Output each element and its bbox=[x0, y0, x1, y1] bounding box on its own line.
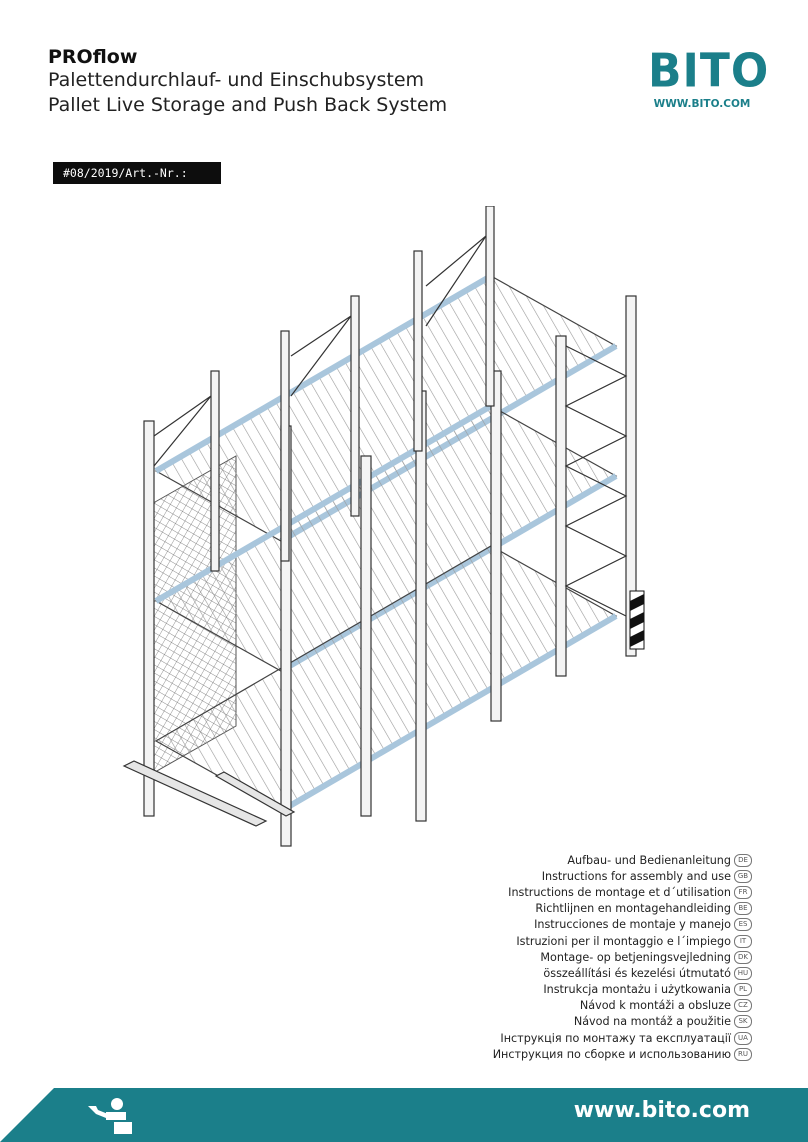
language-text: összeállítási és kezelési útmutató bbox=[543, 966, 731, 980]
language-row bbox=[412, 884, 752, 900]
language-row bbox=[412, 917, 752, 933]
footer-url[interactable]: www.bito.com bbox=[573, 1098, 750, 1123]
logo-url: WWW.BITO.COM bbox=[653, 98, 751, 110]
title-block bbox=[48, 46, 447, 118]
language-text: Instrucciones de montaje y manejo bbox=[534, 918, 731, 932]
language-code-badge: DK bbox=[734, 951, 752, 964]
language-row bbox=[412, 868, 752, 884]
language-code-badge: DE bbox=[734, 854, 752, 867]
language-row bbox=[412, 852, 752, 868]
language-row bbox=[412, 965, 752, 981]
language-text: Instrukcja montażu i użytkowania bbox=[543, 983, 731, 997]
language-code-badge: GB bbox=[734, 870, 752, 883]
language-code-badge: PL bbox=[734, 983, 752, 996]
language-row bbox=[412, 998, 752, 1014]
rack-illustration bbox=[116, 206, 656, 856]
language-code-badge: SK bbox=[734, 1015, 752, 1028]
language-text: Istruzioni per il montaggio e l´impiego bbox=[516, 934, 731, 948]
language-text: Инструкция по сборке и использованию bbox=[492, 1047, 731, 1061]
document-number: #08/2019/Art.-Nr.: 39035 bbox=[53, 162, 221, 184]
language-text: Інструкція по монтажу та експлуатації bbox=[500, 1031, 731, 1045]
language-row bbox=[412, 901, 752, 917]
language-code-badge: UA bbox=[734, 1032, 752, 1045]
language-code-badge: ES bbox=[734, 918, 752, 931]
language-row bbox=[412, 1046, 752, 1062]
bito-logo bbox=[648, 44, 770, 110]
language-code-badge: FR bbox=[734, 886, 752, 899]
language-row bbox=[412, 1014, 752, 1030]
language-text: Instructions de montage et d´utilisation bbox=[508, 885, 731, 899]
language-text: Montage- op betjeningsvejledning bbox=[540, 950, 731, 964]
language-text: Aufbau- und Bedienanleitung bbox=[567, 853, 731, 867]
language-list bbox=[412, 852, 752, 1062]
language-row bbox=[412, 933, 752, 949]
language-row bbox=[412, 949, 752, 965]
language-text: Richtlijnen en montagehandleiding bbox=[535, 902, 731, 916]
subtitle-en: Pallet Live Storage and Push Back System bbox=[48, 94, 448, 116]
assembly-worker-icon bbox=[86, 1096, 138, 1136]
subtitle-de: Palettendurchlauf- und Einschubsystem bbox=[48, 69, 425, 91]
language-code-badge: HU bbox=[734, 967, 752, 980]
logo-word: BITO bbox=[648, 44, 770, 99]
language-row bbox=[412, 982, 752, 998]
language-text: Návod k montáži a obsluze bbox=[579, 999, 731, 1013]
language-text: Návod na montáž a použitie bbox=[573, 1015, 731, 1029]
language-row bbox=[412, 1030, 752, 1046]
product-name: PROflow bbox=[48, 46, 138, 68]
language-code-badge: CZ bbox=[734, 999, 752, 1012]
language-code-badge: BE bbox=[734, 902, 752, 915]
language-code-badge: RU bbox=[734, 1048, 752, 1061]
language-code-badge: IT bbox=[734, 935, 752, 948]
footer-corner-cut bbox=[0, 1088, 54, 1142]
footer-bar bbox=[0, 1088, 808, 1142]
safety-guard bbox=[630, 591, 644, 649]
language-text: Instructions for assembly and use bbox=[541, 869, 731, 883]
